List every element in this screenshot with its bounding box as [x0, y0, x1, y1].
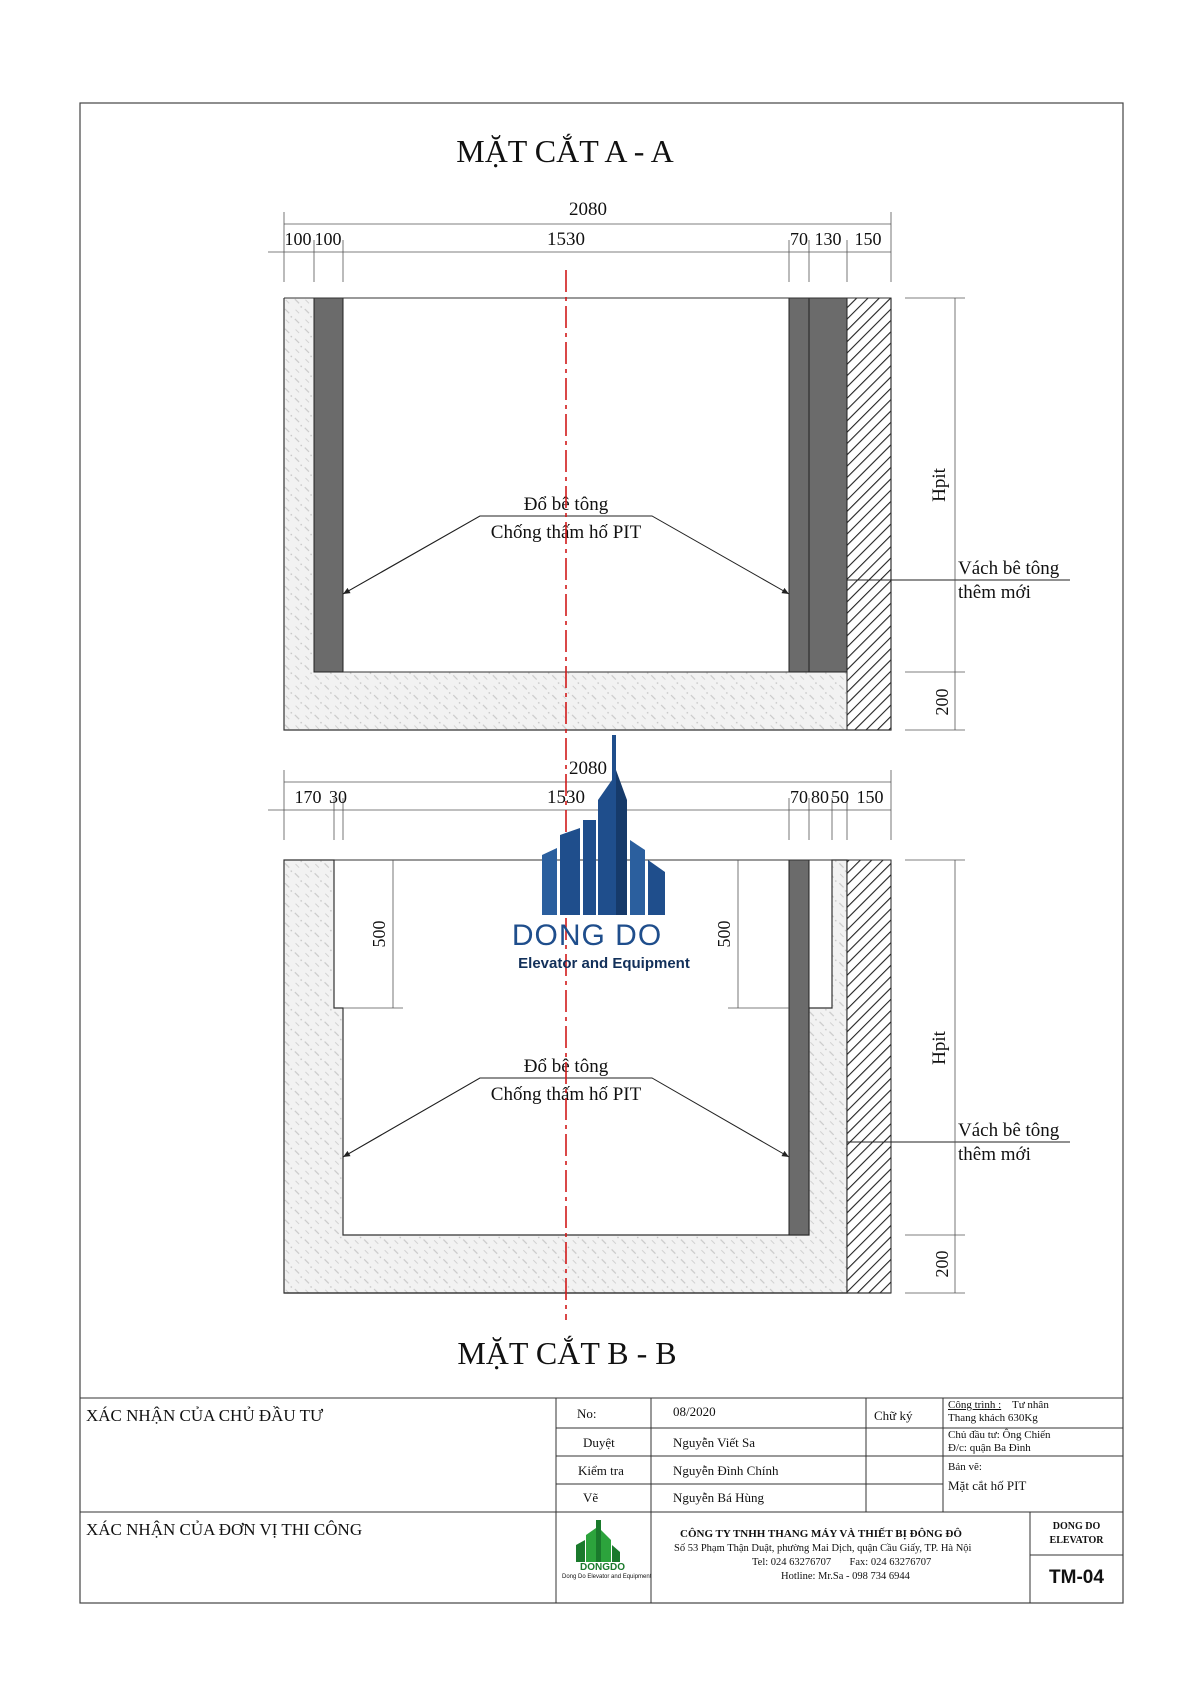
watermark-name: DONG DO	[511, 919, 663, 952]
project-owner: Chủ đầu tư: Ông Chiến	[948, 1429, 1051, 1441]
logo-sub: Dong Do Elevator and Equipment	[562, 1574, 652, 1580]
project-desc: Thang khách 630Kg	[948, 1412, 1038, 1424]
company-address: Số 53 Phạm Thận Duật, phường Mai Dịch, quận Cầu Giấy, TP. Hà Nội	[674, 1543, 972, 1554]
contractor-confirmation: XÁC NHẬN CỦA ĐƠN VỊ THI CÔNG	[86, 1520, 363, 1539]
role-draw: Vẽ	[583, 1490, 599, 1505]
watermark-tagline: Elevator and Equipment	[518, 955, 690, 972]
a-label-wall-2: thêm mới	[958, 582, 1031, 603]
a-dim-2: 100	[314, 229, 342, 249]
a-concrete-left-wall	[284, 298, 314, 730]
project-value: Tư nhân	[1012, 1399, 1049, 1411]
a-label-wall-1: Vách bê tông	[958, 558, 1060, 579]
a-dim-total: 2080	[569, 199, 607, 220]
section-a-title: MẶT CẮT A - A	[456, 133, 674, 169]
b-dim-total: 2080	[569, 758, 607, 779]
b-dim-7: 150	[856, 787, 884, 807]
b-new-wall-hatched	[847, 860, 891, 1293]
no-value: 08/2020	[673, 1404, 716, 1419]
a-dim-4: 70	[790, 229, 808, 249]
a-label-waterproof: Chống thấm hố PIT	[490, 522, 642, 543]
company-tel-fax: Tel: 024 63276707 Fax: 024 63276707	[752, 1557, 932, 1568]
no-label: No:	[577, 1406, 597, 1421]
name-approve: Nguyễn Viết Sa	[673, 1435, 756, 1450]
b-label-wall-1: Vách bê tông	[958, 1120, 1060, 1141]
drawing-label: Bản vẽ:	[948, 1461, 982, 1473]
b-dim-2: 30	[329, 787, 347, 807]
b-waterproof-right	[789, 860, 809, 1235]
project-label: Công trình :	[948, 1399, 1002, 1411]
b-step-right: 500	[714, 920, 734, 948]
b-step-left: 500	[369, 920, 389, 948]
a-slab-200: 200	[932, 688, 952, 716]
a-dim-1: 100	[284, 229, 312, 249]
sheet-number: TM-04	[1049, 1567, 1104, 1588]
b-dim-6: 50	[831, 787, 849, 807]
company-name: CÔNG TY TNHH THANG MÁY VÀ THIẾT BỊ ĐÔNG ĐÔ	[680, 1528, 962, 1540]
a-dim-6: 150	[854, 229, 882, 249]
b-slab-200: 200	[932, 1250, 952, 1278]
signature-label: Chữ ký	[874, 1408, 913, 1423]
a-new-wall-inner	[809, 298, 847, 672]
a-hpit: Hpit	[929, 468, 950, 502]
investor-confirmation: XÁC NHẬN CỦA CHỦ ĐẦU TƯ	[86, 1406, 324, 1425]
company-logo-icon	[576, 1520, 620, 1562]
b-hpit: Hpit	[929, 1031, 950, 1065]
b-dim-5: 80	[811, 787, 829, 807]
project-address: Đ/c: quận Ba Đình	[948, 1442, 1031, 1454]
b-dim-3: 1530	[547, 787, 585, 808]
b-dim-1: 170	[294, 787, 322, 807]
drawing-name: Mặt cắt hố PIT	[948, 1478, 1027, 1493]
b-vertical-dims	[905, 860, 965, 1293]
role-approve: Duyệt	[583, 1435, 615, 1450]
name-draw: Nguyễn Bá Hùng	[673, 1490, 764, 1505]
a-dim-3: 1530	[547, 229, 585, 250]
logo-text: DONGDO	[580, 1562, 625, 1573]
a-new-wall-hatched	[847, 298, 891, 730]
a-dim-5: 130	[814, 229, 842, 249]
brand-line-2: ELEVATOR	[1049, 1535, 1104, 1546]
b-dim-4: 70	[790, 787, 808, 807]
a-vertical-dims	[905, 298, 965, 730]
brand-line-1: DONG DO	[1052, 1521, 1101, 1532]
a-label-concrete: Đổ bê tông	[523, 494, 609, 515]
b-label-concrete: Đổ bê tông	[523, 1056, 609, 1077]
company-hotline: Hotline: Mr.Sa - 098 734 6944	[781, 1571, 910, 1582]
a-waterproof-right	[789, 298, 809, 672]
a-waterproof-left	[314, 298, 343, 672]
role-check: Kiểm tra	[578, 1463, 624, 1478]
b-label-waterproof: Chống thấm hố PIT	[490, 1084, 642, 1105]
b-label-wall-2: thêm mới	[958, 1144, 1031, 1165]
section-b-title: MẶT CẮT B - B	[457, 1335, 677, 1371]
name-check: Nguyễn Đình Chính	[673, 1463, 779, 1478]
